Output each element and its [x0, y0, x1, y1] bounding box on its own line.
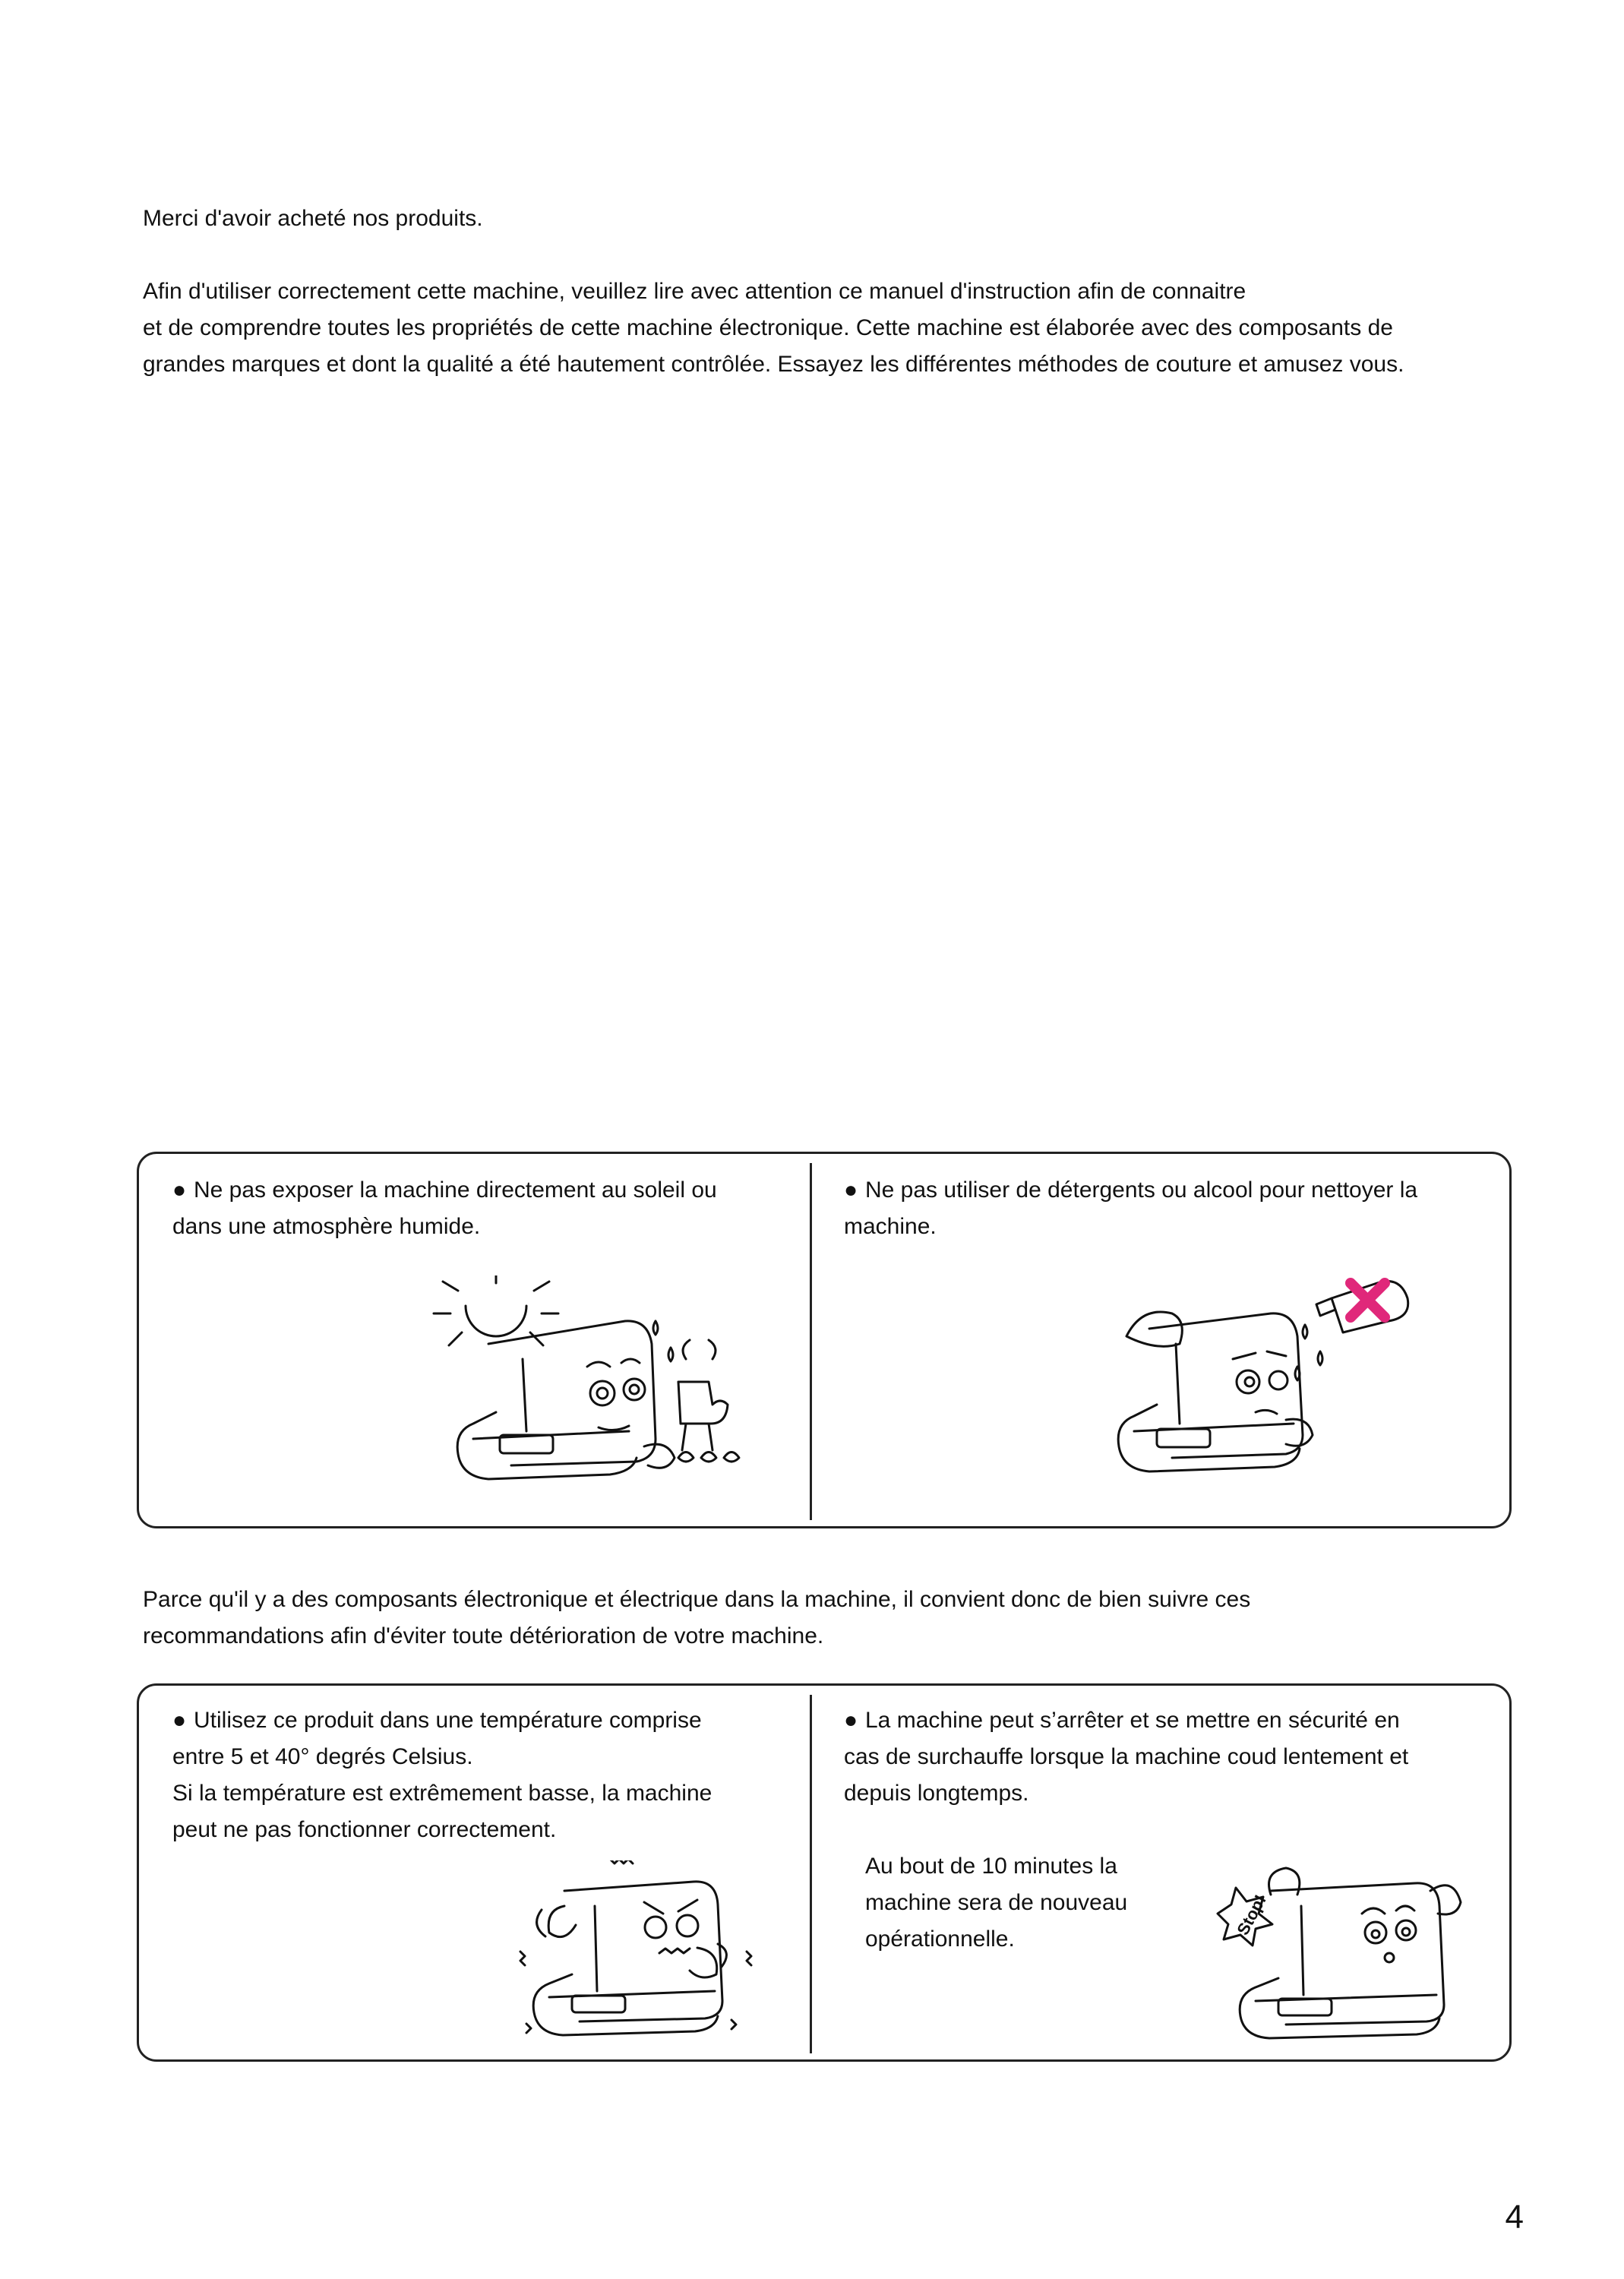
- intro-line-3: grandes marques et dont la qualité a été hautement contrôlée. Essayez les différentes méthodes de couture et amusez vous.: [143, 352, 1404, 377]
- warning-panel-2: [137, 1683, 1512, 2062]
- bullet-dot: ●: [844, 1708, 858, 1733]
- warning-temperature-line-4: peut ne pas fonctionner correctement.: [172, 1817, 557, 1842]
- bullet-dot: ●: [172, 1177, 187, 1203]
- middle-paragraph: [143, 1582, 1510, 1655]
- stop-label: Stop!: [1233, 1891, 1270, 1939]
- warning-overheat: [844, 1702, 1518, 1812]
- restart-note-line-3: opérationnelle.: [865, 1927, 1015, 1952]
- warning-temperature-line-3: Si la température est extrêmement basse, la machine: [172, 1781, 712, 1806]
- warning-detergent: [844, 1172, 1518, 1245]
- warning-overheat-line-3: depuis longtemps.: [844, 1781, 1029, 1806]
- prohibited-cross-icon: [1351, 1283, 1385, 1317]
- warning-sun-line-2: dans une atmosphère humide.: [172, 1214, 481, 1239]
- sun-humid-machine-illustration: [428, 1275, 762, 1496]
- cold-machine-illustration: [519, 1860, 777, 2043]
- restart-note: [865, 1848, 1184, 1958]
- warning-temperature: [172, 1702, 817, 1848]
- intro-line-2: et de comprendre toutes les propriétés de cette machine électronique. Cette machine est élaborée avec des composants de: [143, 315, 1393, 340]
- warning-panel-1: [137, 1152, 1512, 1528]
- overheat-machine-illustration: [1202, 1860, 1491, 2050]
- warning-temperature-line-1: Utilisez ce produit dans une température comprise: [194, 1708, 702, 1733]
- warning-temperature-line-2: entre 5 et 40° degrés Celsius.: [172, 1744, 473, 1769]
- warning-overheat-line-1: La machine peut s’arrêter et se mettre en sécurité en: [865, 1708, 1400, 1733]
- middle-line-1: Parce qu'il y a des composants électronique et électrique dans la machine, il convient donc de bien suivre ces: [143, 1587, 1251, 1612]
- warning-sun-line-1: Ne pas exposer la machine directement au soleil ou: [194, 1177, 717, 1203]
- restart-note-line-1: Au bout de 10 minutes la: [865, 1854, 1117, 1879]
- intro-paragraph: [143, 273, 1510, 383]
- warning-detergent-line-2: machine.: [844, 1214, 937, 1239]
- bullet-dot: ●: [844, 1177, 858, 1203]
- bullet-dot: ●: [172, 1708, 187, 1733]
- restart-note-line-2: machine sera de nouveau: [865, 1890, 1128, 1915]
- intro-thanks: Merci d'avoir acheté nos produits.: [143, 206, 483, 231]
- warning-sun-humidity: [172, 1172, 801, 1245]
- warning-detergent-line-1: Ne pas utiliser de détergents ou alcool pour nettoyer la: [865, 1177, 1418, 1203]
- middle-line-2: recommandations afin d'éviter toute détérioration de votre machine.: [143, 1623, 824, 1648]
- panel-divider: [810, 1163, 812, 1520]
- page-number: 4: [1505, 2198, 1524, 2236]
- detergent-machine-illustration: [1104, 1268, 1453, 1496]
- intro-line-1: Afin d'utiliser correctement cette machine, veuillez lire avec attention ce manuel d'instruction afin de connaitre: [143, 279, 1246, 304]
- warning-overheat-line-2: cas de surchauffe lorsque la machine coud lentement et: [844, 1744, 1409, 1769]
